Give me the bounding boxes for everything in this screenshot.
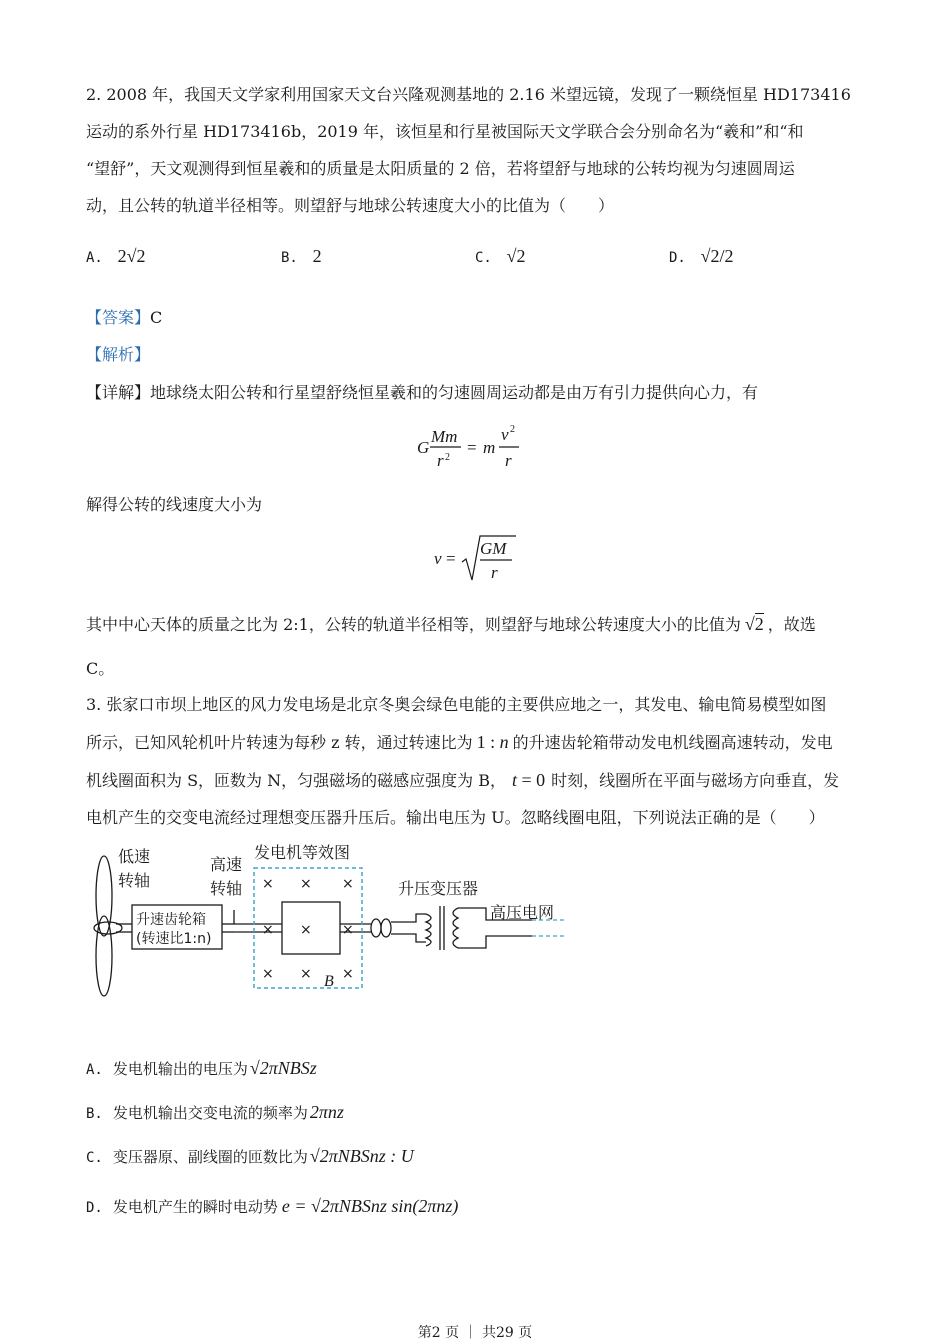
q3-option-c: C. 变压器原、副线圈的匝数比为 √2πNBSnz : U: [86, 1146, 414, 1166]
q2-option-b: B. 2: [281, 246, 322, 266]
q2-option-a: A. 2√2: [86, 246, 146, 266]
svg-text:×: ×: [300, 966, 312, 982]
svg-text:×: ×: [300, 876, 312, 892]
q2-line-2: 运动的系外行星 HD173416b，2019 年，该恒星和行星被国际天文学联合会分别命名为“羲和”和“和: [86, 122, 804, 141]
svg-text:r: r: [437, 451, 444, 470]
label-ratio: (转速比1:n): [136, 931, 212, 947]
svg-text:v: v: [434, 549, 442, 568]
q3-line-4: 电机产生的交变电流经过理想变压器升压后。输出电压为 U。忽略线圈电阻，下列说法正确的是（ ）: [86, 808, 825, 827]
svg-text:v: v: [501, 425, 509, 444]
q2-option-d: D. √2/2: [669, 246, 734, 266]
svg-text:=: =: [446, 549, 456, 568]
label-gearbox: 升速齿轮箱: [136, 912, 206, 928]
gravitation-formula: [415, 420, 535, 476]
svg-text:×: ×: [342, 966, 354, 982]
svg-text:2: 2: [510, 424, 515, 435]
label-b: B: [324, 973, 334, 990]
page-footer: 第2 页 ｜ 共29 页: [417, 1325, 533, 1341]
velocity-formula: [430, 528, 530, 588]
detail-line: [86, 380, 758, 403]
q2-line-4: 动，且公转的轨道半径相等。则望舒与地球公转速度大小的比值为（ ）: [86, 196, 615, 215]
svg-text:×: ×: [262, 966, 274, 982]
answer-value: C: [150, 308, 163, 327]
blade-lower: [96, 916, 112, 996]
q3-option-d: D. 发电机产生的瞬时电动势 e = √2πNBSnz sin(2πnz): [86, 1196, 459, 1216]
label-generator: 发电机等效图: [254, 843, 351, 862]
analysis-label: 【解析】: [86, 345, 151, 364]
svg-text:r: r: [491, 563, 498, 582]
q3-line-1: 3. 张家口市坝上地区的风力发电场是北京冬奥会绿色电能的主要供应地之一，其发电、输电简易模型如图: [86, 695, 827, 714]
label-high-speed: 高速: [210, 855, 243, 874]
detail-label: 【详解】: [86, 383, 151, 402]
label-low-speed: 低速: [118, 847, 151, 866]
svg-text:×: ×: [300, 922, 312, 938]
label-shaft: 转轴: [118, 871, 151, 890]
q3-line-3: 机线圈面积为 S，匝数为 N，匀强磁场的磁感应强度为 B， t = 0 时刻，线圈所在平面与磁场方向垂直，发: [86, 770, 840, 790]
conclusion-end: C。: [86, 659, 115, 678]
svg-text:GM: GM: [480, 539, 507, 558]
q2-option-c: C. √2: [475, 246, 526, 266]
q2-option-a-expr: 2√2: [117, 246, 146, 266]
svg-text:2: 2: [445, 452, 450, 463]
svg-text:r: r: [505, 451, 512, 470]
q2-line-1: 2. 2008 年，我国天文学家利用国家天文台兴隆观测基地的 2.16 米望远镜，发现了一颗绕恒星 HD173416: [86, 85, 851, 104]
solve-line: 解得公转的线速度大小为: [86, 495, 263, 514]
svg-text:×: ×: [262, 922, 274, 938]
svg-text:m: m: [483, 438, 496, 457]
answer-line: [86, 305, 162, 328]
detail-text: 地球绕太阳公转和行星望舒绕恒星羲和的匀速圆周运动都是由万有引力提供向心力，有: [150, 383, 759, 402]
label-high-shaft: 转轴: [210, 879, 243, 898]
svg-text:×: ×: [262, 876, 274, 892]
wind-power-diagram: [86, 838, 586, 1003]
q3-option-b: B. 发电机输出交变电流的频率为 2πnz: [86, 1102, 344, 1122]
label-grid: 高压电网: [490, 903, 555, 922]
conclusion-line: 其中中心天体的质量之比为 2:1，公转的轨道半径相等，则望舒与地球公转速度大小的比值为 √2 ，故选: [86, 614, 816, 634]
label-transformer: 升压变压器: [398, 879, 479, 898]
q3-option-a: A. 发电机输出的电压为 √2πNBSz: [86, 1058, 317, 1078]
q2-line-3: “望舒”，天文观测得到恒星羲和的质量是太阳质量的 2 倍，若将望舒与地球的公转均视为匀速圆周运: [86, 159, 795, 178]
answer-label: 【答案】: [86, 308, 151, 327]
svg-text:×: ×: [342, 876, 354, 892]
svg-text:=: =: [467, 438, 477, 457]
analysis-line: [86, 342, 150, 365]
svg-text:×: ×: [342, 922, 354, 938]
q3-line-2: 所示，已知风轮机叶片转速为每秒 z 转，通过转速比为 1 : n 的升速齿轮箱带动发电机线圈高速转动，发电: [86, 732, 833, 752]
svg-text:G: G: [417, 438, 430, 457]
svg-text:Mm: Mm: [431, 427, 458, 446]
